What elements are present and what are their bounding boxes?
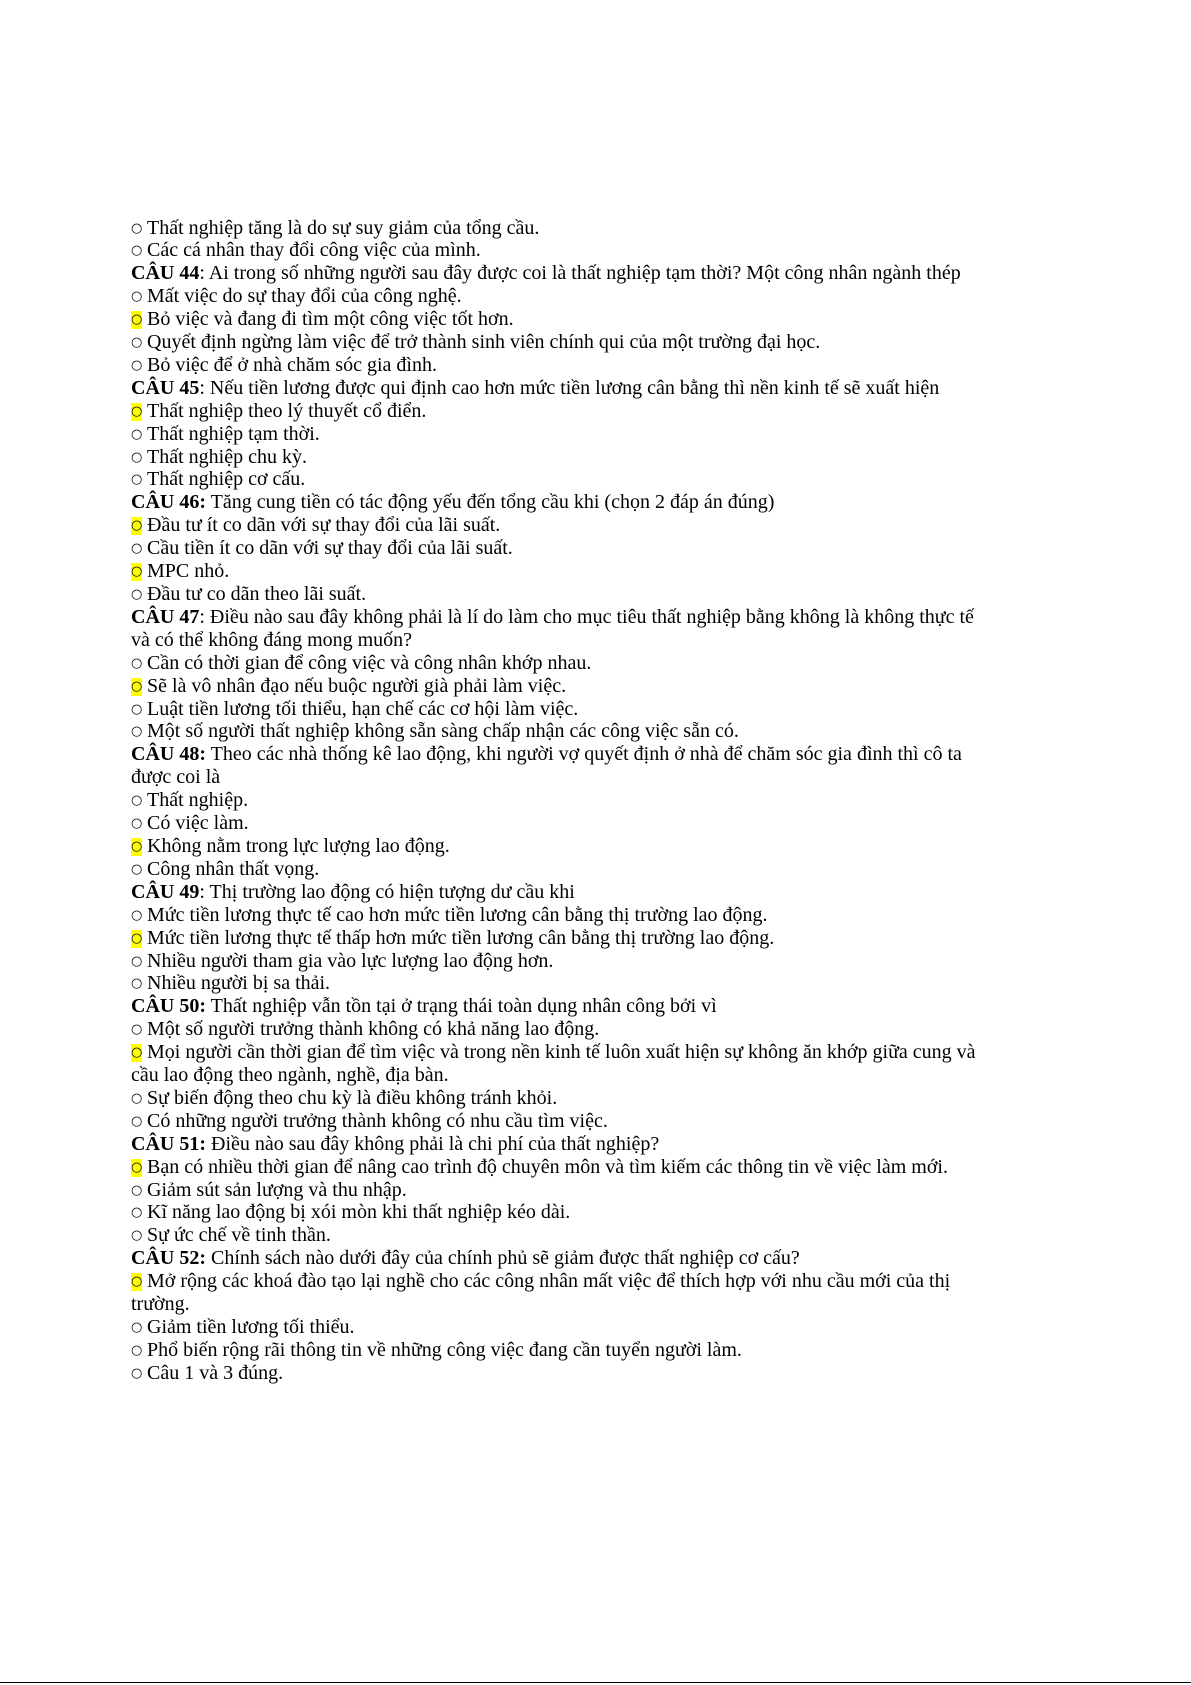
answer-option <box>131 468 1171 491</box>
answer-option <box>131 927 1171 950</box>
answer-option-text: Thất nghiệp. <box>147 789 249 812</box>
answer-option <box>131 720 1171 743</box>
answer-option-text: Thất nghiệp tăng là do sự suy giảm của tổng cầu. <box>147 216 540 239</box>
answer-option <box>131 354 1171 377</box>
answer-option <box>131 308 1171 331</box>
circle-bullet-icon: ○ <box>131 289 143 305</box>
question-text: Điều nào sau đây không phải là chi phí của thất nghiệp? <box>206 1132 660 1155</box>
question-text-continued: và có thể không đáng mong muốn? <box>131 628 413 651</box>
circle-bullet-icon: ○ <box>131 1022 143 1038</box>
question-label: CÂU 49 <box>131 880 200 903</box>
circle-bullet-icon: ○ <box>131 1274 143 1290</box>
answer-option <box>131 560 1171 583</box>
answer-option-text: Câu 1 và 3 đúng. <box>147 1361 284 1384</box>
circle-bullet-icon: ○ <box>131 426 143 442</box>
circle-bullet-icon: ○ <box>131 1228 143 1244</box>
circle-bullet-icon: ○ <box>131 403 143 419</box>
answer-option-text: Giảm sút sản lượng và thu nhập. <box>147 1178 407 1201</box>
answer-option-text: Một số người thất nghiệp không sẵn sàng chấp nhận các công việc sẵn có. <box>147 720 739 743</box>
question-label: CÂU 52: <box>131 1247 206 1270</box>
answer-option-text-continued: cầu lao động theo ngành, nghề, địa bàn. <box>131 1064 449 1087</box>
question-label: CÂU 47 <box>131 605 200 628</box>
question-51 <box>131 1133 1171 1248</box>
circle-bullet-icon: ○ <box>131 587 143 602</box>
answer-option-text: Bỏ việc và đang đi tìm một công việc tốt hơn. <box>147 308 514 331</box>
question-label: CÂU 44 <box>131 262 200 285</box>
page-bottom-rule <box>0 1682 1191 1683</box>
continued-options <box>131 217 1171 263</box>
circle-bullet-icon: ○ <box>131 816 143 832</box>
question-47 <box>131 606 1171 743</box>
question-text-continued: được coi là <box>131 766 221 789</box>
answer-option <box>131 812 1171 835</box>
answer-option-text: Cần có thời gian để công việc và công nhân khớp nhau. <box>147 651 592 674</box>
answer-option <box>131 950 1171 973</box>
question-46 <box>131 491 1171 606</box>
answer-option <box>131 400 1171 423</box>
question-text: Tăng cung tiền có tác động yếu đến tổng cầu khi (chọn 2 đáp án đúng) <box>206 491 775 514</box>
answer-option-text: Mở rộng các khoá đào tạo lại nghề cho các công nhân mất việc để thích hợp với nhu cầu mới của thị <box>147 1270 951 1293</box>
answer-option <box>131 583 1171 606</box>
answer-option <box>131 514 1171 537</box>
answer-option-text: Sự biến động theo chu kỳ là điều không tránh khỏi. <box>147 1086 558 1109</box>
question-prompt <box>131 1247 1171 1270</box>
question-prompt <box>131 1133 1171 1156</box>
circle-bullet-icon: ○ <box>131 861 143 877</box>
circle-bullet-icon: ○ <box>131 312 143 328</box>
answer-option-text: Đầu tư co dãn theo lãi suất. <box>147 583 367 605</box>
answer-option <box>131 1156 1171 1179</box>
answer-option <box>131 537 1171 560</box>
circle-bullet-icon: ○ <box>131 1320 143 1335</box>
circle-bullet-icon: ○ <box>131 1182 143 1198</box>
question-text: Thất nghiệp vẫn tồn tại ở trạng thái toàn dụng nhân công bởi vì <box>206 995 717 1018</box>
circle-bullet-icon: ○ <box>131 449 143 465</box>
answer-option-text: Luật tiền lương tối thiểu, hạn chế các cơ hội làm việc. <box>147 697 579 720</box>
answer-option <box>131 1316 1171 1339</box>
circle-bullet-icon: ○ <box>131 1045 143 1061</box>
question-text: Theo các nhà thống kê lao động, khi người vợ quyết định ở nhà để chăm sóc gia đình thì cô ta <box>206 743 962 766</box>
question-prompt <box>131 881 1171 904</box>
answer-option-text-continued: trường. <box>131 1293 190 1316</box>
circle-bullet-icon: ○ <box>131 793 143 809</box>
question-prompt <box>131 491 1171 514</box>
answer-option <box>131 1339 1171 1362</box>
question-49 <box>131 881 1171 996</box>
circle-bullet-icon: ○ <box>131 472 143 488</box>
answer-option-text: Không nằm trong lực lượng lao động. <box>147 834 450 857</box>
question-prompt <box>131 262 1171 285</box>
answer-option <box>131 1041 1171 1087</box>
circle-bullet-icon: ○ <box>131 1342 143 1358</box>
circle-bullet-icon: ○ <box>131 1205 143 1221</box>
answer-option <box>131 239 1171 262</box>
answer-option-text: Quyết định ngừng làm việc để trở thành sinh viên chính qui của một trường đại học. <box>147 331 821 354</box>
answer-option-text: Thất nghiệp theo lý thuyết cổ điển. <box>147 399 427 422</box>
question-48 <box>131 743 1171 880</box>
question-52 <box>131 1247 1171 1384</box>
circle-bullet-icon: ○ <box>131 564 143 580</box>
answer-option <box>131 423 1171 446</box>
circle-bullet-icon: ○ <box>131 518 143 534</box>
answer-option <box>131 446 1171 469</box>
answer-option-line <box>131 1270 1171 1293</box>
question-label: CÂU 46: <box>131 491 206 514</box>
question-text: : Điều nào sau đây không phải là lí do làm cho mục tiêu thất nghiệp bằng không là không thực tế <box>199 605 974 628</box>
question-prompt <box>131 377 1171 400</box>
answer-option-text: Một số người trưởng thành không có khả năng lao động. <box>147 1018 600 1041</box>
answer-option <box>131 1362 1171 1385</box>
answer-option-text: Công nhân thất vọng. <box>147 857 320 880</box>
answer-option-text: Sẽ là vô nhân đạo nếu buộc người già phải làm việc. <box>147 674 567 697</box>
answer-option-text: Đầu tư ít co dãn với sự thay đổi của lãi suất. <box>147 514 501 537</box>
answer-option <box>131 1179 1171 1202</box>
answer-option <box>131 331 1171 354</box>
answer-option-text: Mức tiền lương thực tế cao hơn mức tiền lương cân bằng thị trường lao động. <box>147 903 768 926</box>
answer-option-text: Cầu tiền ít co dãn với sự thay đổi của lãi suất. <box>147 537 513 560</box>
answer-option-text: Kĩ năng lao động bị xói mòn khi thất nghiệp kéo dài. <box>147 1201 571 1224</box>
answer-option <box>131 1110 1171 1133</box>
question-44 <box>131 262 1171 377</box>
circle-bullet-icon: ○ <box>131 976 143 992</box>
question-prompt <box>131 743 1171 766</box>
question-label: CÂU 45 <box>131 376 200 399</box>
answer-option <box>131 1018 1171 1041</box>
answer-option-text: Có việc làm. <box>147 812 249 835</box>
answer-option <box>131 285 1171 308</box>
answer-option <box>131 904 1171 927</box>
circle-bullet-icon: ○ <box>131 335 143 351</box>
question-text: : Nếu tiền lương được qui định cao hơn mức tiền lương cân bằng thì nền kinh tế sẽ xuất hiện <box>199 376 940 399</box>
answer-option-text: Mất việc do sự thay đổi của công nghệ. <box>147 285 462 308</box>
answer-option-text: Phổ biến rộng rãi thông tin về những công việc đang cần tuyển người làm. <box>147 1338 742 1361</box>
circle-bullet-icon: ○ <box>131 838 143 854</box>
circle-bullet-icon: ○ <box>131 357 143 373</box>
question-text: : Thị trường lao động có hiện tượng dư cầu khi <box>199 880 575 903</box>
answer-option-text: Thất nghiệp chu kỳ. <box>147 445 307 468</box>
answer-option <box>131 1201 1171 1224</box>
answer-option <box>131 675 1171 698</box>
answer-option <box>131 698 1171 721</box>
answer-option-text: Có những người trưởng thành không có nhu cầu tìm việc. <box>147 1109 608 1132</box>
circle-bullet-icon: ○ <box>131 541 143 557</box>
answer-option <box>131 1087 1171 1110</box>
answer-option <box>131 858 1171 881</box>
circle-bullet-icon: ○ <box>131 678 143 694</box>
question-text: : Ai trong số những người sau đây được coi là thất nghiệp tạm thời? Một công nhân ngành thép <box>199 262 961 285</box>
circle-bullet-icon: ○ <box>131 1113 143 1129</box>
question-label: CÂU 51: <box>131 1132 206 1155</box>
answer-option-text: Thất nghiệp tạm thời. <box>147 422 320 445</box>
answer-option-text: Thất nghiệp cơ cấu. <box>147 468 306 491</box>
answer-option-text: Mọi người cần thời gian để tìm việc và trong nền kinh tế luôn xuất hiện sự không ăn khớp giữa cung và <box>147 1041 976 1064</box>
circle-bullet-icon: ○ <box>131 1090 143 1106</box>
answer-option <box>131 789 1171 812</box>
question-prompt <box>131 995 1171 1018</box>
answer-option-text: MPC nhỏ. <box>147 560 230 583</box>
answer-option-line <box>131 1041 1171 1064</box>
answer-option <box>131 217 1171 240</box>
circle-bullet-icon: ○ <box>131 907 143 923</box>
answer-option <box>131 835 1171 858</box>
circle-bullet-icon: ○ <box>131 953 143 969</box>
answer-option-text: Bỏ việc để ở nhà chăm sóc gia đình. <box>147 353 437 376</box>
answer-option <box>131 652 1171 675</box>
answer-option <box>131 1224 1171 1247</box>
circle-bullet-icon: ○ <box>131 1159 143 1175</box>
question-text: Chính sách nào dưới đây của chính phủ sẽ giảm được thất nghiệp cơ cấu? <box>206 1247 800 1270</box>
circle-bullet-icon: ○ <box>131 655 143 671</box>
question-label: CÂU 48: <box>131 743 206 766</box>
answer-option-text: Bạn có nhiều thời gian để nâng cao trình độ chuyên môn và tìm kiếm các thông tin về việc làm mới. <box>147 1155 948 1178</box>
circle-bullet-icon: ○ <box>131 220 143 236</box>
answer-option <box>131 1270 1171 1316</box>
answer-option-text: Các cá nhân thay đổi công việc của mình. <box>147 239 481 262</box>
question-45 <box>131 377 1171 492</box>
question-label: CÂU 50: <box>131 995 206 1018</box>
circle-bullet-icon: ○ <box>131 930 143 946</box>
circle-bullet-icon: ○ <box>131 724 143 740</box>
answer-option-text: Giảm tiền lương tối thiểu. <box>147 1316 355 1338</box>
circle-bullet-icon: ○ <box>131 243 143 259</box>
answer-option-text: Nhiều người tham gia vào lực lượng lao động hơn. <box>147 949 554 972</box>
answer-option-text: Nhiều người bị sa thải. <box>147 972 331 995</box>
answer-option-text: Sự ức chế về tinh thần. <box>147 1224 331 1247</box>
answer-option <box>131 972 1171 995</box>
question-50 <box>131 995 1171 1132</box>
answer-option-text: Mức tiền lương thực tế thấp hơn mức tiền lương cân bằng thị trường lao động. <box>147 926 775 949</box>
question-prompt <box>131 606 1171 629</box>
circle-bullet-icon: ○ <box>131 1365 143 1381</box>
circle-bullet-icon: ○ <box>131 701 143 717</box>
quiz-content <box>131 217 1171 1385</box>
